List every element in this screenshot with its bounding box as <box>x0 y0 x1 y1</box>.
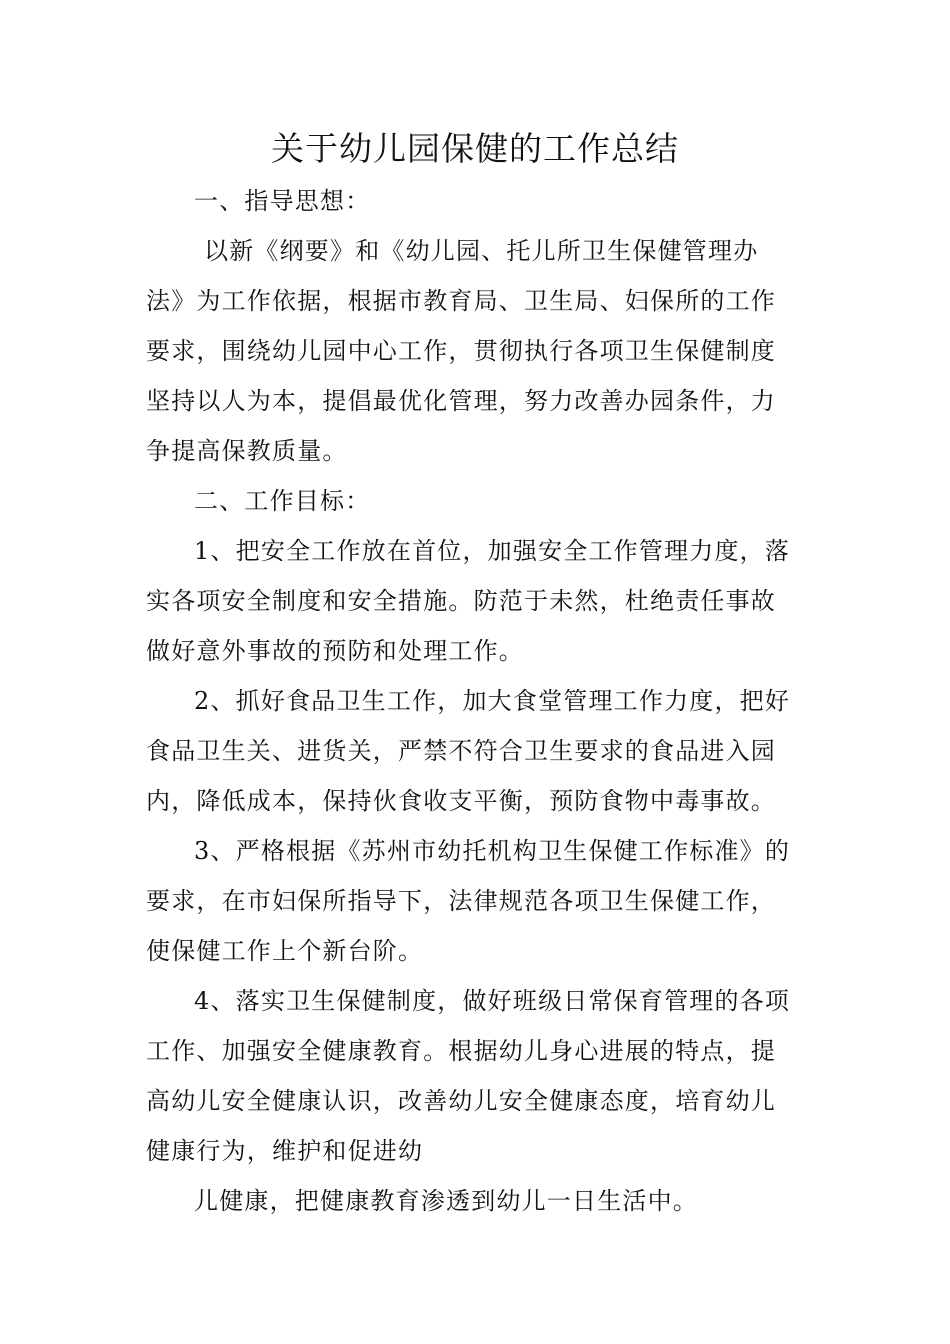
paragraph-line: 要求，围绕幼儿园中心工作，贯彻执行各项卫生保健制度 <box>146 337 776 365</box>
paragraph-line: 以新《纲要》和《幼儿园、托儿所卫生保健管理办 <box>204 237 759 265</box>
paragraph-line: 内，降低成本，保持伙食收支平衡，预防食物中毒事故。 <box>146 787 776 815</box>
paragraph-line: 1、把安全工作放在首位，加强安全工作管理力度，落 <box>194 537 791 565</box>
paragraph-line: 要求，在市妇保所指导下，法律规范各项卫生保健工作， <box>146 887 776 915</box>
paragraph-line: 实各项安全制度和安全措施。防范于未然，杜绝责任事故 <box>146 587 776 615</box>
paragraph-line: 法》为工作依据，根据市教育局、卫生局、妇保所的工作 <box>146 287 776 315</box>
paragraph-line: 工作、加强安全健康教育。根据幼儿身心进展的特点，提 <box>146 1037 776 1065</box>
paragraph-line: 争提高保教质量。 <box>146 437 348 465</box>
paragraph-line: 健康行为，维护和促进幼 <box>146 1137 424 1165</box>
paragraph-line: 使保健工作上个新台阶。 <box>146 937 424 965</box>
paragraph-line: 2、抓好食品卫生工作，加大食堂管理工作力度，把好 <box>194 687 791 715</box>
paragraph-line: 做好意外事故的预防和处理工作。 <box>146 637 524 665</box>
paragraph-line: 食品卫生关、进货关，严禁不符合卫生要求的食品进入园 <box>146 737 776 765</box>
document-title: 关于幼儿园保健的工作总结 <box>271 129 679 168</box>
section-heading-guiding-ideology: 一、指导思想： <box>194 187 371 215</box>
paragraph-line: 3、严格根据《苏州市幼托机构卫生保健工作标准》的 <box>194 837 791 865</box>
paragraph-line: 坚持以人为本，提倡最优化管理，努力改善办园条件，力 <box>146 387 776 415</box>
paragraph-line: 儿健康，把健康教育渗透到幼儿一日生活中。 <box>194 1187 698 1215</box>
paragraph-line: 高幼儿安全健康认识，改善幼儿安全健康态度，培育幼儿 <box>146 1087 776 1115</box>
section-heading-work-goals: 二、工作目标： <box>194 487 371 515</box>
paragraph-line: 4、落实卫生保健制度，做好班级日常保育管理的各项 <box>194 987 791 1015</box>
